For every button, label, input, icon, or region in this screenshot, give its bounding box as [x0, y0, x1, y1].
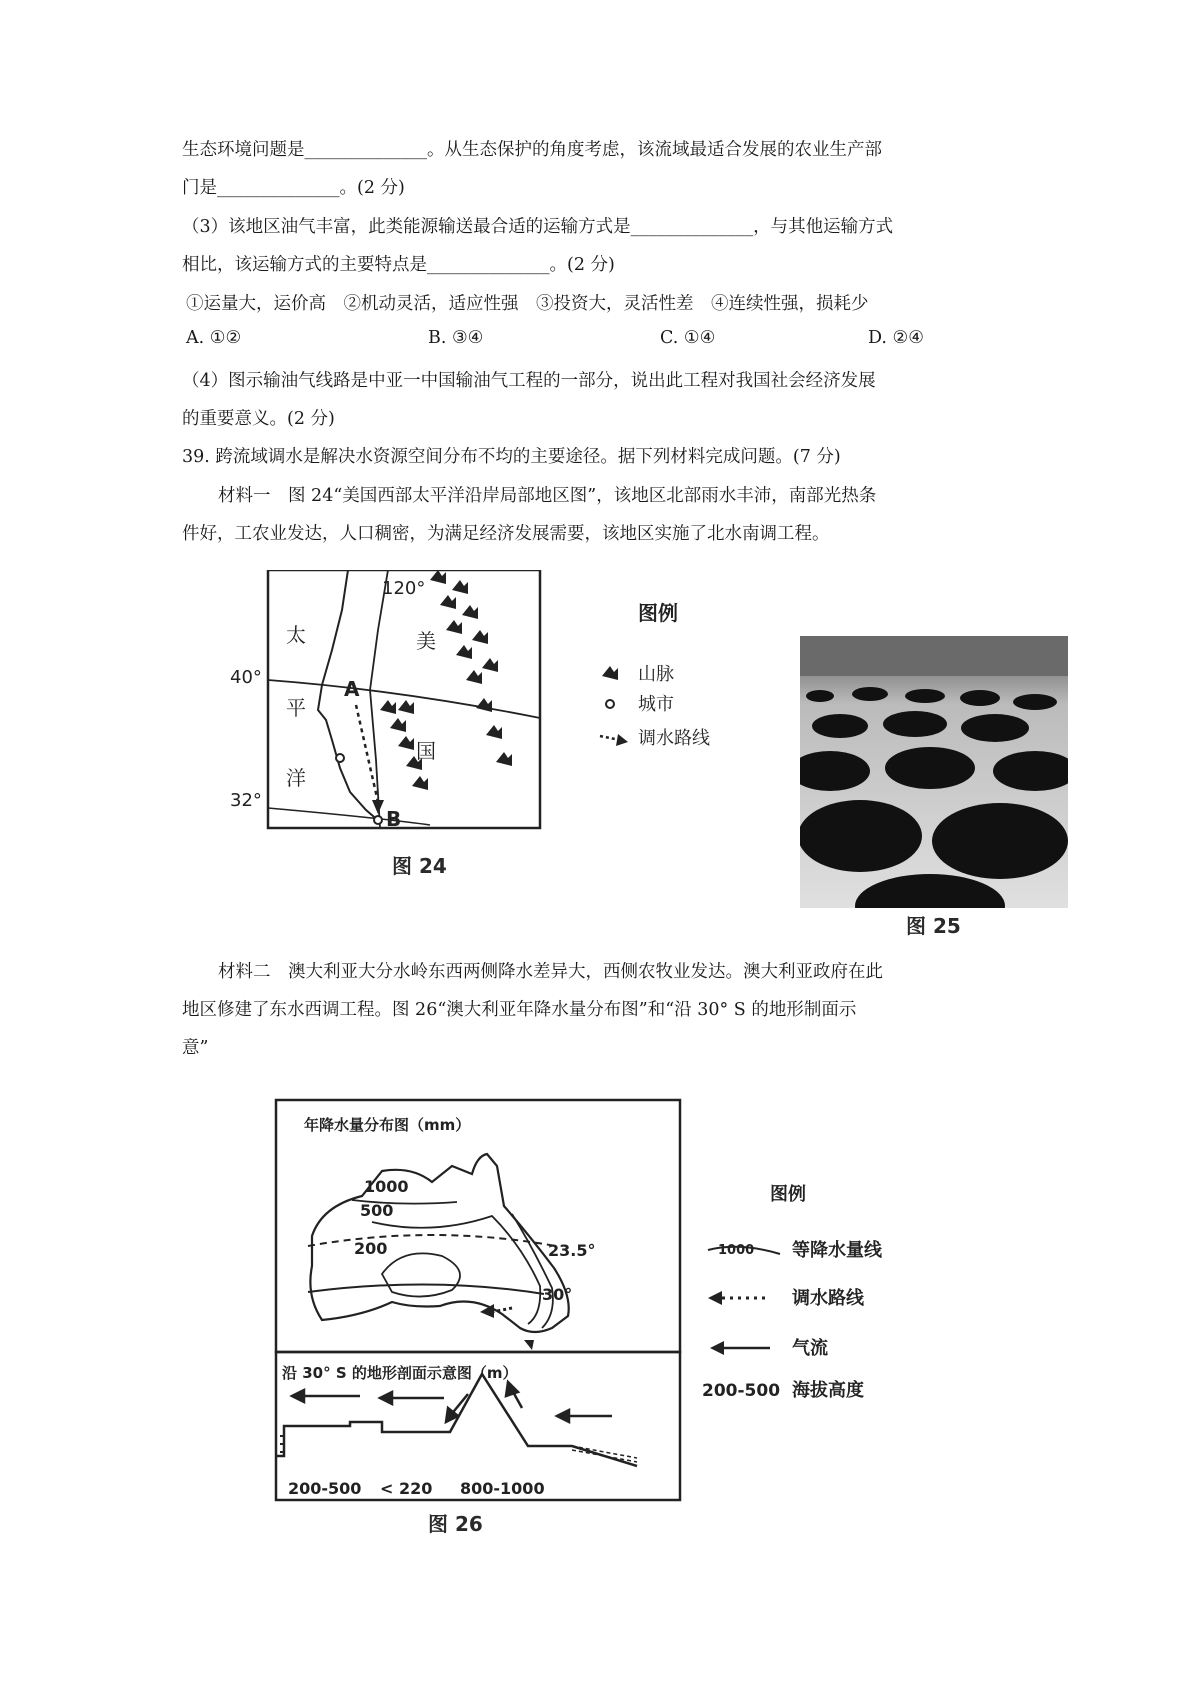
- ocean-label-2: 平: [286, 696, 306, 720]
- rainfall-map-title: 年降水量分布图（mm）: [304, 1116, 471, 1134]
- option-a: A. ①②: [186, 328, 242, 348]
- profile-title: 沿 30° S 的地形剖面示意图（m）: [282, 1364, 518, 1382]
- country-label-2: 国: [416, 739, 436, 763]
- point-a-label: A: [344, 677, 360, 701]
- profile-label-west: 200-500: [288, 1479, 362, 1498]
- legend-title: 图例: [638, 601, 678, 625]
- legend-range-sample: 200-500: [702, 1381, 781, 1400]
- legend-city: 城市: [638, 694, 674, 715]
- latitude-23-5-label: 23.5°: [548, 1241, 596, 1260]
- legend-isohyet: 等降水量线: [792, 1240, 882, 1261]
- question-3-line-1: （3）该地区油气丰富，此类能源输送最合适的运输方式是______________，与其他运输方式: [182, 217, 894, 237]
- tasmania: [524, 1340, 534, 1350]
- longitude-label: 120°: [382, 578, 426, 599]
- legend-airflow: 气流: [792, 1338, 828, 1359]
- figure-25-photo: [800, 636, 1068, 908]
- material-2-line-2: 地区修建了东水西调工程。图 26“澳大利亚年降水量分布图”和“沿 30° S 的地形制面示: [182, 1000, 857, 1020]
- profile-label-mountain: 800-1000: [460, 1479, 545, 1498]
- city-icon: [606, 700, 614, 708]
- text-line-1: 生态环境问题是______________。从生态保护的角度考虑，该流域最适合发展的农业生产部: [182, 140, 882, 160]
- legend-title: 图例: [770, 1184, 806, 1205]
- figure-26-caption: 图 26: [428, 1512, 483, 1536]
- material-1-line-1: 材料一 图 24“美国西部太平洋沿岸局部地区图”，该地区北部雨水丰沛，南部光热条: [218, 486, 877, 506]
- option-d: D. ②④: [868, 328, 924, 348]
- route-icon: [600, 736, 620, 740]
- question-3-statements: ①运量大，运价高 ②机动灵活，适应性强 ③投资大，灵活性差 ④连续性强，损耗少: [186, 294, 869, 314]
- question-3-line-2: 相比，该运输方式的主要特点是______________。(2 分): [182, 255, 615, 275]
- airflow-arrows: [292, 1382, 612, 1422]
- figure-26-diagram: [272, 1096, 692, 1536]
- latitude-32-label: 32°: [230, 790, 262, 811]
- latitude-30-line: [308, 1284, 544, 1294]
- city-marker: [336, 754, 344, 762]
- latitude-23-5-line: [308, 1235, 556, 1246]
- question-39: 39. 跨流域调水是解决水资源空间分布不均的主要途径。据下列材料完成问题。(7 分): [182, 447, 841, 467]
- isohyet-500: 500: [360, 1201, 394, 1220]
- mountain-symbols: [380, 570, 512, 790]
- map-frame: [268, 570, 540, 828]
- ocean-label-3: 洋: [286, 766, 306, 790]
- legend-route: 调水路线: [792, 1288, 864, 1309]
- latitude-40-line: [268, 680, 540, 718]
- country-label-1: 美: [416, 629, 436, 653]
- city-marker: [374, 816, 382, 824]
- ocean-label-1: 太: [286, 623, 306, 647]
- point-b-label: B: [386, 807, 402, 831]
- latitude-30-label: 30°: [542, 1285, 573, 1304]
- latitude-40-label: 40°: [230, 667, 262, 688]
- legend-isohyet-sample: 1000: [718, 1243, 755, 1258]
- profile-label-middle: < 220: [380, 1479, 433, 1498]
- material-1-line-2: 件好，工农业发达，人口稠密，为满足经济发展需要，该地区实施了北水南调工程。: [182, 524, 830, 544]
- figure-24-legend: [598, 590, 768, 820]
- option-b: B. ③④: [428, 328, 484, 348]
- text-line-2: 门是______________。(2 分): [182, 178, 405, 198]
- mountain-icon: [602, 666, 618, 680]
- figure-26-legend: [700, 1180, 940, 1400]
- isohyet-200: 200: [354, 1239, 388, 1258]
- latitude-32-line: [268, 808, 430, 825]
- question-4-line-2: 的重要意义。(2 分): [182, 409, 335, 429]
- legend-elevation: 海拔高度: [792, 1380, 864, 1400]
- figure-25-caption: 图 25: [906, 914, 961, 938]
- question-4-line-1: （4）图示输油气线路是中亚一中国输油气工程的一部分，说出此工程对我国社会经济发展: [182, 371, 876, 391]
- isohyet-1000: 1000: [364, 1177, 409, 1196]
- material-2-line-3: 意”: [182, 1038, 209, 1058]
- diversion-arrow: [372, 800, 384, 814]
- legend-mountain: 山脉: [638, 664, 674, 685]
- figure-24-map: [230, 570, 590, 848]
- legend-route: 调水路线: [638, 728, 710, 749]
- terrain-profile: [276, 1374, 637, 1466]
- longitude-line: [370, 570, 388, 828]
- option-c: C. ①④: [660, 328, 716, 348]
- material-2-line-1: 材料二 澳大利亚大分水岭东西两侧降水差异大，西侧农牧业发达。澳大利亚政府在此: [218, 962, 883, 982]
- figure-24-caption: 图 24: [392, 854, 447, 878]
